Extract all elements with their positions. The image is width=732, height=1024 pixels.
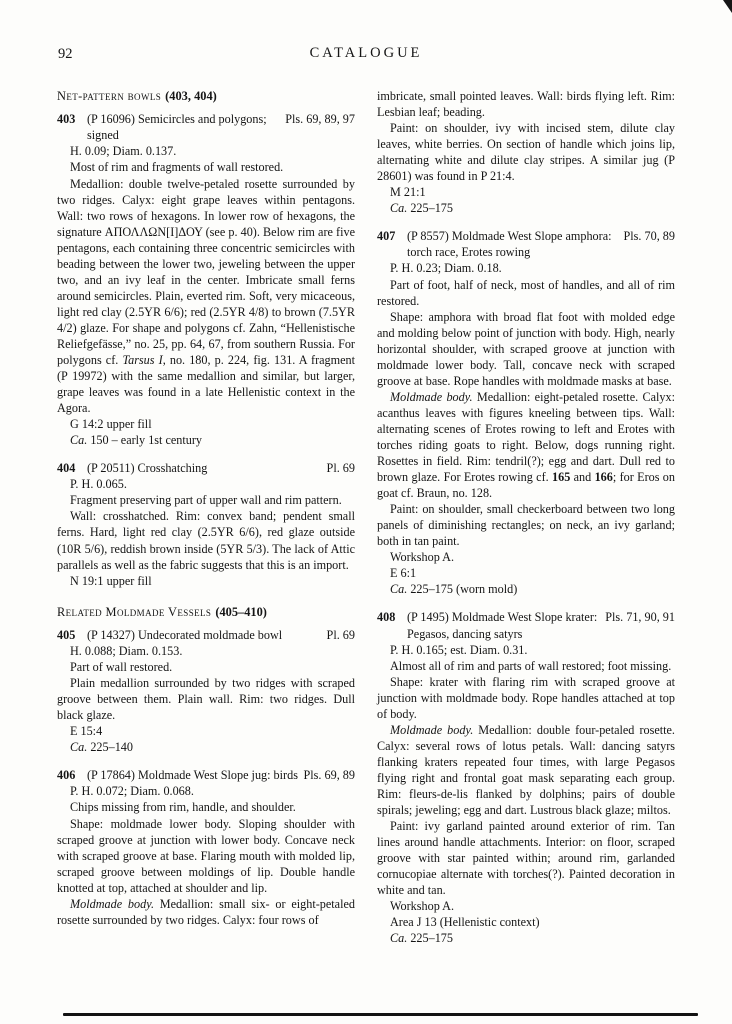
section-heading-range: (403, 404) <box>165 89 217 103</box>
paint-paragraph: Paint: on shoulder, small checkerboard between two long panels of diminishing rectangles; on neck, an ivy garland; both in tan paint. <box>377 502 675 549</box>
entry-title: (P 8557) Moldmade West Slope amphora: torch race, Erotes rowing <box>407 229 612 260</box>
plate-refs: Pl. 69 <box>326 627 355 642</box>
entry-404 <box>57 460 355 588</box>
decoration-paragraph: Plain medallion surrounded by two ridges with scraped groove between them. Plain wall. Rim: two ridges. Dull black glaze. <box>57 676 355 723</box>
date-line: Ca. 225–175 <box>390 201 453 216</box>
shape-paragraph: Shape: amphora with broad flat foot with molded edge and molding below point of junction with body. High, nearly horizontal shoulder, with scraped groove at junction with moldmade lower body. Tall, concave neck with scraped groove at base. Rope handles with moldmade masks at base. <box>377 309 675 388</box>
entry-heading <box>57 627 355 643</box>
provenance-line: G 14:2 upper fill <box>70 417 152 432</box>
entry-heading <box>57 767 355 783</box>
section-heading-related-moldmade-vessels <box>57 604 355 620</box>
plate-refs: Pls. 70, 89 <box>623 229 675 244</box>
page-number: 92 <box>58 46 73 62</box>
condition-line: Chips missing from rim, handle, and shoulder. <box>70 800 296 815</box>
condition-line: Part of foot, half of neck, most of handles, and all of rim restored. <box>377 277 675 308</box>
paint-paragraph: Paint: ivy garland painted around exterior of rim. Tan lines around handle attachments. Interior: on floor, scraped groove with star painted within; around rim, garlanded cornucopiae alternate with torches(?). Painted decoration in white and tan. <box>377 819 675 898</box>
condition-line: Most of rim and fragments of wall restored. <box>70 160 284 175</box>
entry-407 <box>377 228 675 597</box>
entry-continuation-paragraph: imbricate, small pointed leaves. Wall: birds flying left. Rim: Lesbian leaf; beading. <box>377 89 675 120</box>
condition-line: Almost all of rim and parts of wall restored; foot missing. <box>390 658 672 673</box>
section-heading-text: Related Moldmade Vessels <box>57 604 212 619</box>
dimensions-line: H. 0.09; Diam. 0.137. <box>70 144 177 159</box>
entry-title: (P 16096) Semicircles and polygons; signed <box>87 112 267 143</box>
date-line: Ca. 225–140 <box>70 740 133 755</box>
date-line: Ca. 225–175 <box>390 931 453 946</box>
decoration-paragraph: Wall: crosshatched. Rim: convex band; pendent small ferns. Hard, light red clay (2.5YR 6/6), red glaze outside (10R 5/6), reddish brown inside (5YR 5/3). The lack of Attic parallels as well as the fabric suggests that this is an import. <box>57 509 355 572</box>
provenance-line: N 19:1 upper fill <box>70 573 152 588</box>
dimensions-line: P. H. 0.23; Diam. 0.18. <box>390 261 502 276</box>
moldmade-body-paragraph: Moldmade body. Medallion: eight-petaled rosette. Calyx: acanthus leaves with figures kneeling between tips. Wall: alternating scenes of Erotes rowing to left and Erotes with torches riding goats to right. Below, dogs running right. Rosettes in field. Rim: tendril(?); egg and dart. Dull red to brown glaze. For Erotes rowing cf. 165 and 166; for Eros on goat cf. Braun, no. 128. <box>377 389 675 501</box>
entry-405 <box>57 627 355 755</box>
entry-number: 403 <box>57 112 76 127</box>
entry-403 <box>57 111 355 448</box>
date-line: Ca. 225–175 (worn mold) <box>390 582 518 597</box>
right-column <box>377 88 675 946</box>
entry-heading <box>57 460 355 476</box>
plate-refs: Pls. 69, 89, 97 <box>285 112 355 127</box>
dimensions-line: P. H. 0.165; est. Diam. 0.31. <box>390 642 528 657</box>
entry-title: (P 20511) Crosshatching <box>87 461 208 476</box>
entry-number: 404 <box>57 461 76 476</box>
dimensions-line: H. 0.088; Diam. 0.153. <box>70 644 183 659</box>
provenance-line: Area J 13 (Hellenistic context) <box>390 915 540 930</box>
entry-406-continuation <box>377 88 675 216</box>
moldmade-body-paragraph: Moldmade body. Medallion: small six- or eight-petaled rosette surrounded by two ridges. Calyx: four rows of <box>57 896 355 927</box>
entry-number: 408 <box>377 610 396 625</box>
entry-number: 407 <box>377 229 396 244</box>
entry-heading <box>57 111 355 143</box>
dimensions-line: P. H. 0.065. <box>70 477 127 492</box>
left-column <box>57 88 355 946</box>
provenance-line: E 6:1 <box>390 566 417 581</box>
entry-number: 406 <box>57 768 76 783</box>
decoration-paragraph: Medallion: double twelve-petaled rosette surrounded by two ridges. Calyx: eight grape leaves within pentagons. Wall: two rows of hexagons. In lower row of hexagons, the signature ΑΠΟΛΛΩΝ[Ι]ΔΟΥ (see p. 40). Below rim are five pentagons, each containing three concentric semicircles with beading between the lower two, jeweling between the upper two, and an ivy leaf in the center. Imbricate small ferns around semicircles. Plain, everted rim. Soft, very micaceous, light red clay (2.5YR 6/6); red (2.5YR 4/8) to brown (7.5YR 4/2) glaze. For shape and polygons cf. Zahn, “Hellenistische Reliefgefässe,” no. 25, pp. 64, 67, from southern Russia. For polygons cf. Tarsus I, no. 180, p. 224, fig. 131. A fragment (P 19972) with the same medallion and similar, but larger, grape leaves was found in a late Hellenistic context in the Agora. <box>57 176 355 416</box>
scan-artifact-bottom-edge <box>63 1013 698 1016</box>
scan-artifact-corner <box>723 0 732 13</box>
provenance-line: M 21:1 <box>390 185 426 200</box>
workshop-line: Workshop A. <box>390 899 455 914</box>
paint-paragraph: Paint: on shoulder, ivy with incised stem, dilute clay leaves, white berries. On section of handle which joins lip, alternating white and dilute clay stripes. A similar jug (P 28601) was found in P 21:4. <box>377 121 675 184</box>
provenance-line: E 15:4 <box>70 724 103 739</box>
entry-heading <box>377 609 675 641</box>
condition-line: Fragment preserving part of upper wall and rim pattern. <box>70 493 342 508</box>
condition-line: Part of wall restored. <box>70 660 173 675</box>
plate-refs: Pls. 71, 90, 91 <box>605 610 675 625</box>
date-line: Ca. 150 – early 1st century <box>70 433 203 448</box>
entry-title: (P 1495) Moldmade West Slope krater: Pegasos, dancing satyrs <box>407 610 598 641</box>
shape-paragraph: Shape: moldmade lower body. Sloping shoulder with scraped groove at junction with lower body. Concave neck with scraped groove at base. Flaring mouth with molded lip, scraped groove between moldings of lip. Double handle knotted at top, attached at shoulder and lip. <box>57 816 355 895</box>
shape-paragraph: Shape: krater with flaring rim with scraped groove at junction with moldmade body. Rope handles attached at top of body. <box>377 674 675 721</box>
page-title: CATALOGUE <box>309 45 423 61</box>
text-columns <box>57 88 675 946</box>
section-heading-range: (405–410) <box>215 604 267 619</box>
entry-408 <box>377 609 675 946</box>
page-header <box>57 44 675 64</box>
dimensions-line: P. H. 0.072; Diam. 0.068. <box>70 784 194 799</box>
entry-title: (P 17864) Moldmade West Slope jug: birds <box>87 768 298 783</box>
entry-title: (P 14327) Undecorated moldmade bowl <box>87 627 283 642</box>
entry-number: 405 <box>57 627 76 642</box>
entry-heading <box>377 228 675 260</box>
moldmade-body-paragraph: Moldmade body. Medallion: double four-petaled rosette. Calyx: several rows of lotus petals. Wall: dancing satyrs flanking kraters repeated four times, with large Pegasos flying right and frontal goat mask separating each group. Rim: fleurs-de-lis flanked by dolphins; pairs of double spirals; jeweling; egg and dart. Lustrous black glaze; miltos. <box>377 722 675 818</box>
plate-refs: Pls. 69, 89 <box>303 768 355 783</box>
entry-406 <box>57 767 355 927</box>
section-heading-text: Net-pattern bowls <box>57 89 162 103</box>
section-heading-net-pattern-bowls <box>57 88 355 104</box>
workshop-line: Workshop A. <box>390 550 455 565</box>
plate-refs: Pl. 69 <box>326 461 355 476</box>
